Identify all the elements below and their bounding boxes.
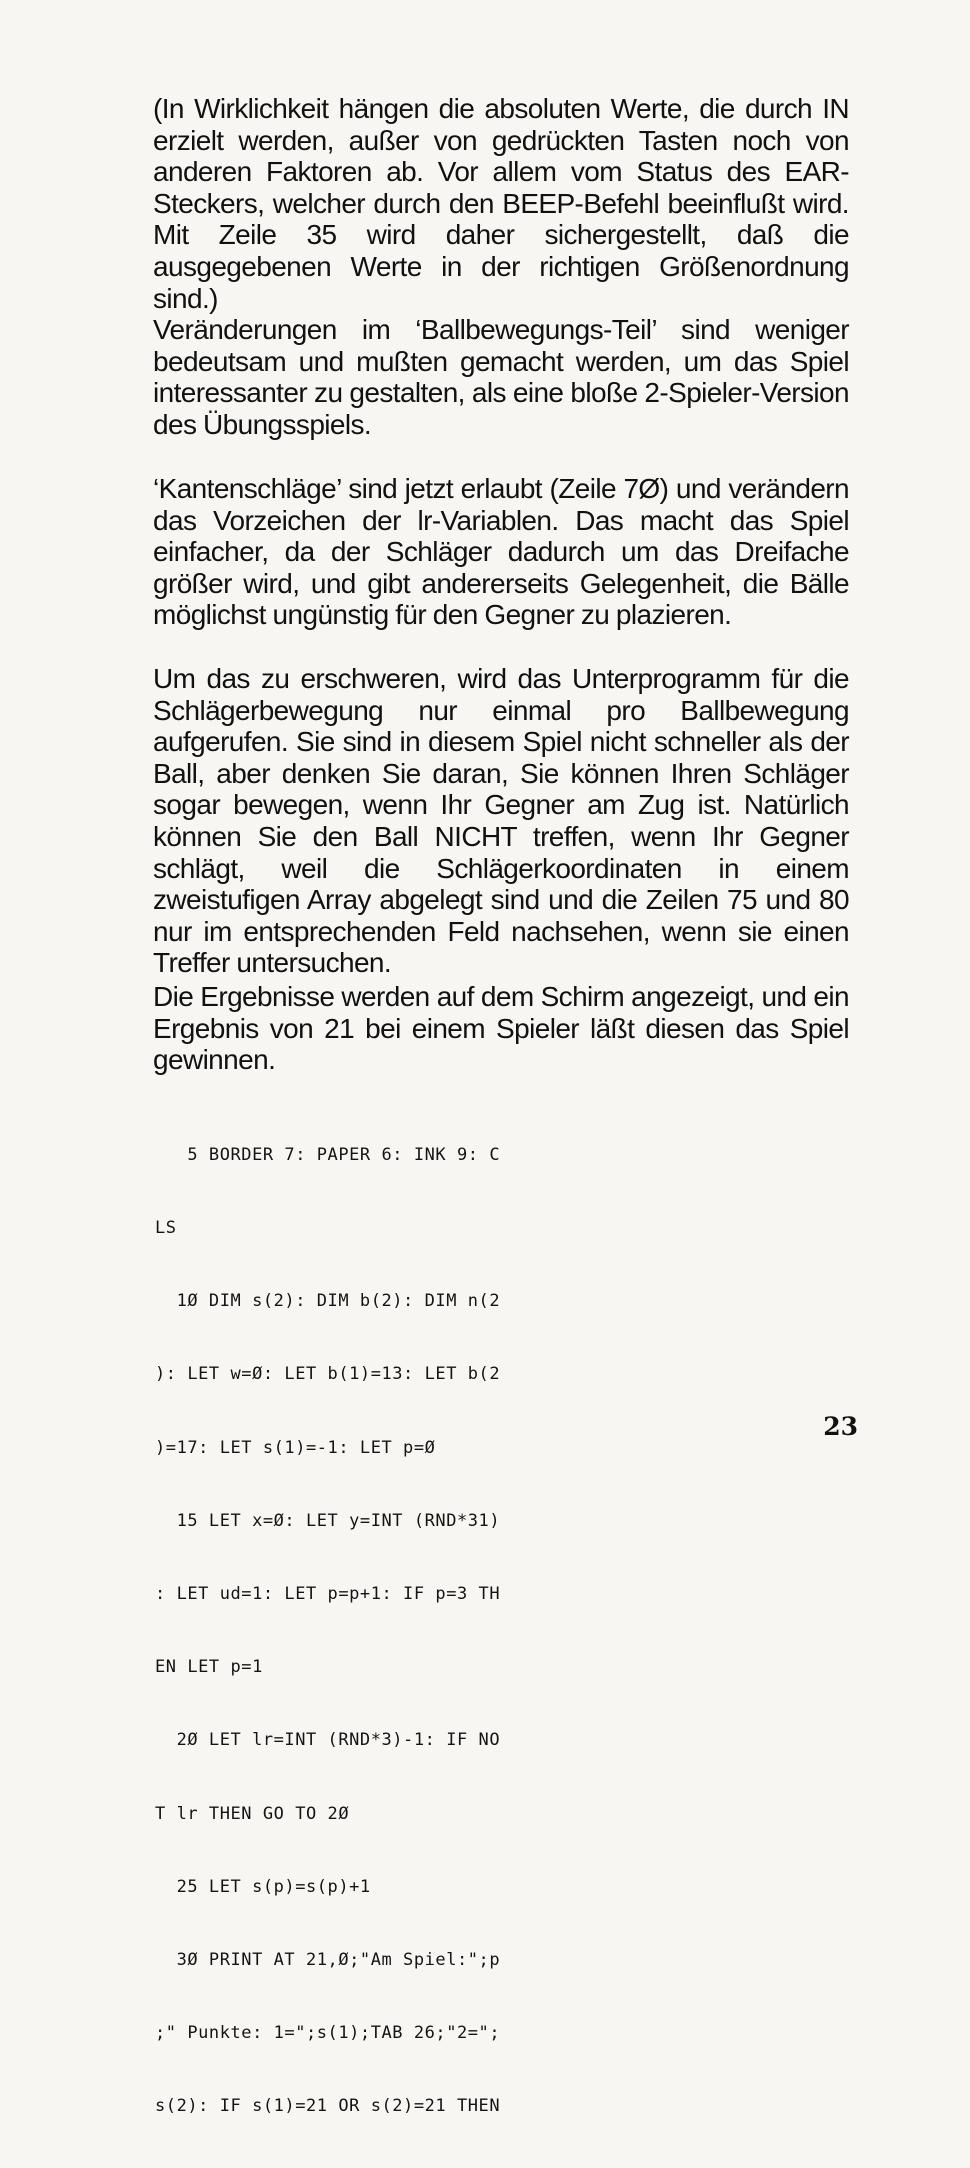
code-line: 15 LET x=Ø: LET y=INT (RND*31): [155, 1510, 501, 1531]
code-line: 2Ø LET lr=INT (RND*3)-1: IF NO: [155, 1730, 501, 1751]
code-line: : LET ud=1: LET p=p+1: IF p=3 TH: [155, 1584, 501, 1605]
code-line: ): LET w=Ø: LET b(1)=13: LET b(2: [155, 1364, 501, 1385]
code-line: EN LET p=1: [155, 1657, 263, 1678]
code-line: 5 BORDER 7: PAPER 6: INK 9: C: [155, 1144, 501, 1165]
code-line: 1Ø DIM s(2): DIM b(2): DIM n(2: [155, 1291, 501, 1312]
page-number: 23: [823, 1412, 858, 1441]
code-line: 25 LET s(p)=s(p)+1: [155, 1876, 371, 1897]
paragraph-5: Die Ergebnisse werden auf dem Schirm angezeigt, und ein Ergebnis von 21 bei einem Spieler läßt diesen das Spiel gewinnen.: [153, 981, 849, 1076]
paragraph-3: ‘Kantenschläge’ sind jetzt erlaubt (Zeile 7Ø) und verändern das Vorzeichen der lr-Variablen. Das macht das Spiel einfacher, da der Schläger dadurch um das Dreifache größer wird, und gibt andererseits Gelegenheit, die Bälle möglichst ungünstig für den Gegner zu plazieren.: [153, 473, 849, 631]
code-line: )=17: LET s(1)=-1: LET p=Ø: [155, 1437, 436, 1458]
code-line: T lr THEN GO TO 2Ø: [155, 1803, 350, 1824]
code-line: LS: [155, 1218, 177, 1239]
paragraph-2: Veränderungen im ‘Ballbewegungs-Teil’ sind weniger bedeutsam und mußten gemacht werden, um das Spiel interessanter zu gestalten, als eine bloße 2-Spieler-Version des Übungsspiels.: [153, 314, 849, 440]
code-line: ;" Punkte: 1=";s(1);TAB 26;"2=";: [155, 2023, 501, 2044]
paragraph-1: (In Wirklichkeit hängen die absoluten Werte, die durch IN erzielt werden, außer von gedrückten Tasten noch von anderen Faktoren ab. Vor allem vom Status des EAR-Steckers, welcher durch den BEEP-Befehl beeinflußt wird. Mit Zeile 35 wird daher sichergestellt, daß die ausgegebenen Werte in der richtigen Größenordnung sind.): [153, 93, 849, 314]
code-line: s(2): IF s(1)=21 OR s(2)=21 THEN: [155, 2096, 501, 2117]
basic-program-listing: [155, 1094, 845, 2168]
paragraph-4: Um das zu erschweren, wird das Unterprogramm für die Schlägerbewegung nur einmal pro Ballbewegung aufgerufen. Sie sind in diesem Spiel nicht schneller als der Ball, aber denken Sie daran, Sie können Ihren Schläger sogar bewegen, wenn Ihr Gegner am Zug ist. Natürlich können Sie den Ball NICHT treffen, wenn Ihr Gegner schlägt, weil die Schlägerkoordinaten in einem zweistufigen Array abgelegt sind und die Zeilen 75 und 80 nur im entsprechenden Feld nachsehen, wenn sie einen Treffer untersuchen.: [153, 663, 849, 979]
code-line: 3Ø PRINT AT 21,Ø;"Am Spiel:";p: [155, 1950, 501, 1971]
